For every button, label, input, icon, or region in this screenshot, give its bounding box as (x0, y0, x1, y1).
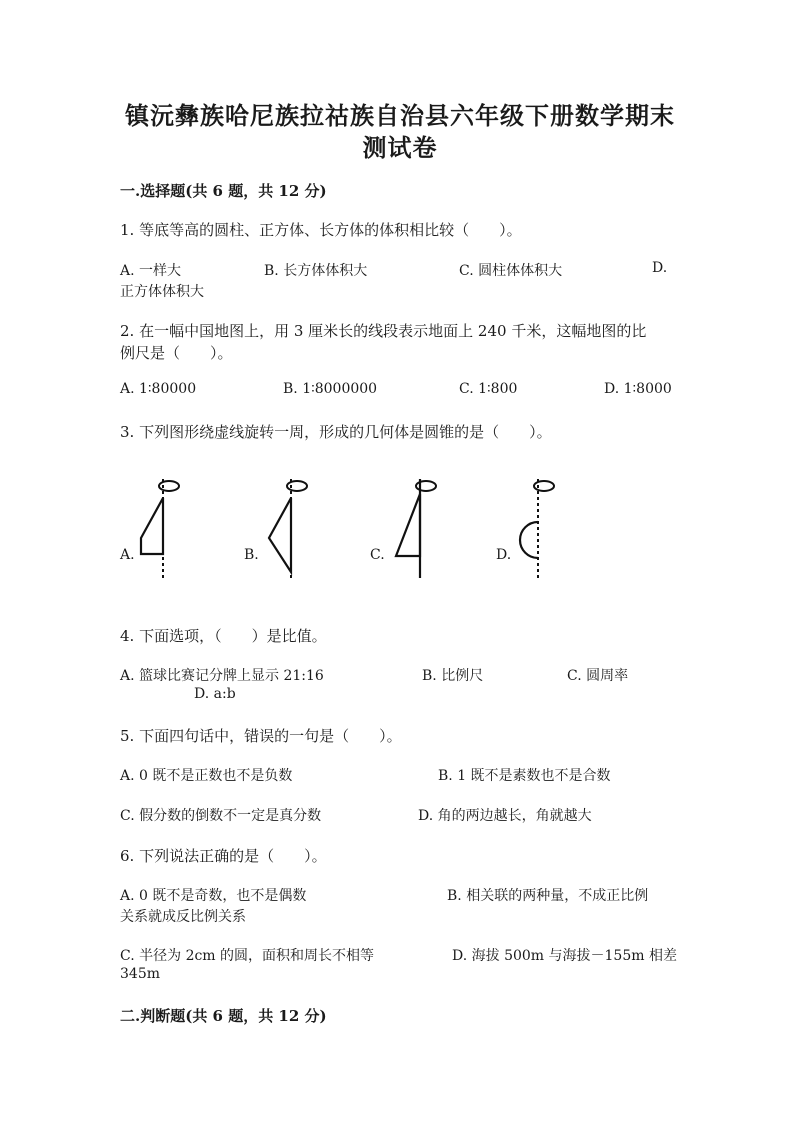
question-1-option-d-continued: 正方体体积大 (120, 284, 204, 300)
question-6-option-a: A. 0 既不是奇数，也不是偶数 (120, 888, 307, 904)
question-6-stem: 6. 下列说法正确的是（ ）。 (120, 847, 327, 865)
question-2-stem-line1: 2. 在一幅中国地图上，用 3 厘米长的线段表示地面上 240 千米，这幅地图的比 (120, 322, 647, 340)
rotation-figure-c (384, 476, 444, 581)
question-6-option-b-continued: 关系就成反比例关系 (120, 909, 246, 925)
question-3-option-b: B. (244, 547, 259, 563)
question-2-option-b: B. 1∶8000000 (283, 381, 378, 397)
question-2-stem-line2: 例尺是（ ）。 (120, 344, 233, 362)
question-2-option-c: C. 1∶800 (459, 381, 518, 397)
question-4-option-a: A. 篮球比赛记分牌上显示 21:16 (120, 668, 324, 684)
question-3-option-a: A. (120, 547, 135, 563)
question-1-option-b: B. 长方体体积大 (264, 263, 368, 279)
question-6-option-b: B. 相关联的两种量，不成正比例 (447, 888, 649, 904)
question-5-stem: 5. 下面四句话中，错误的一句是（ ）。 (120, 727, 402, 745)
section-heading-choice: 一.选择题(共 6 题，共 12 分) (120, 182, 327, 200)
question-6-option-d: D. 海拔 500m 与海拔－155m 相差 (452, 948, 677, 964)
question-1-option-d: D. (652, 260, 668, 276)
question-4-option-c: C. 圆周率 (567, 668, 629, 684)
question-5-option-b: B. 1 既不是素数也不是合数 (438, 768, 611, 784)
question-3-stem: 3. 下列图形绕虚线旋转一周，形成的几何体是圆锥的是（ ）。 (120, 423, 552, 441)
section-heading-judgment: 二.判断题(共 6 题，共 12 分) (120, 1007, 327, 1025)
rotation-figure-b (258, 476, 318, 581)
question-5-option-c: C. 假分数的倒数不一定是真分数 (120, 808, 322, 824)
question-1-option-c: C. 圆柱体体积大 (459, 263, 563, 279)
rotation-figure-a (130, 476, 190, 581)
question-4-option-b: B. 比例尺 (422, 668, 484, 684)
question-5-option-d: D. 角的两边越长，角就越大 (418, 808, 592, 824)
question-3-option-c: C. (370, 547, 385, 563)
question-2-option-d: D. 1∶8000 (604, 381, 672, 397)
question-1-option-a: A. 一样大 (120, 263, 182, 279)
question-1-stem: 1. 等底等高的圆柱、正方体、长方体的体积相比较（ ）。 (120, 221, 522, 239)
page-title: 镇沅彝族哈尼族拉祜族自治县六年级下册数学期末 (125, 101, 675, 130)
question-6-option-d-continued: 345m (120, 966, 160, 982)
question-6-option-c: C. 半径为 2cm 的圆，面积和周长不相等 (120, 948, 375, 964)
question-4-stem: 4. 下面选项，（ ）是比值。 (120, 627, 327, 645)
question-5-option-a: A. 0 既不是正数也不是负数 (120, 768, 293, 784)
page-title-line2: 测试卷 (362, 133, 438, 162)
rotation-figure-d (508, 476, 568, 581)
question-4-option-d: D. a:b (194, 686, 236, 702)
question-3-option-d: D. (496, 547, 512, 563)
question-2-option-a: A. 1∶80000 (120, 381, 197, 397)
